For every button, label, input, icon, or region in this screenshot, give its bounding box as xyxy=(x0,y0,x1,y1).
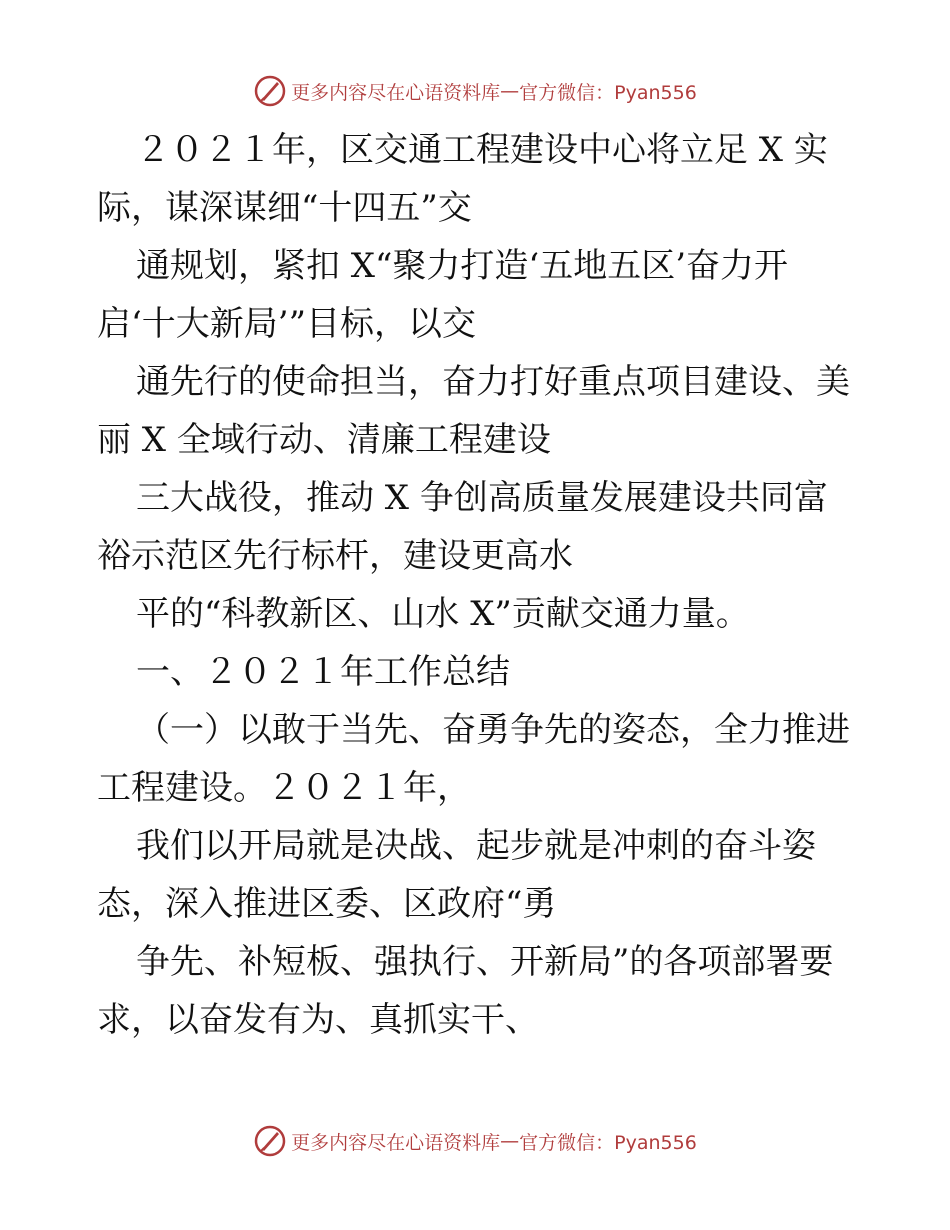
watermark-separator: — xyxy=(500,1130,520,1152)
watermark-banner-bottom xyxy=(0,1121,950,1161)
body-line: 丽 X 全域行动、清廉工程建设 xyxy=(97,420,551,460)
body-line: 争先、补短板、强执行、开新局”的各项部署要 xyxy=(136,942,834,982)
body-line: 通规划，紧扣 X“聚力打造‘五地五区’奋力开 xyxy=(136,246,789,286)
watermark-separator: — xyxy=(500,80,520,102)
body-line: 平的“科教新区、山水 X”贡献交通力量。 xyxy=(136,594,750,634)
body-line: 态，深入推进区委、区政府“勇 xyxy=(97,884,557,924)
body-line: 启‘十大新局’”目标，以交 xyxy=(97,304,476,344)
quill-logo-icon xyxy=(253,74,287,108)
body-line: 通先行的使命担当，奋力打好重点项目建设、美 xyxy=(136,362,850,402)
watermark-banner-top xyxy=(0,71,950,111)
body-line: ２０２１年，区交通工程建设中心将立足 X 实 xyxy=(136,130,828,170)
body-line: 三大战役，推动 X 争创高质量发展建设共同富 xyxy=(136,478,828,518)
body-line: 际，谋深谋细“十四五”交 xyxy=(97,188,472,228)
body-line: 工程建设。２０２１年， xyxy=(97,768,471,808)
body-line: （一）以敢于当先、奋勇争先的姿态，全力推进 xyxy=(136,710,850,750)
body-line: 我们以开局就是决战、起步就是冲刺的奋斗姿 xyxy=(136,826,816,866)
watermark-wechat: 官方微信：Pyan556 xyxy=(519,1131,697,1154)
quill-logo-icon xyxy=(253,1124,287,1158)
watermark-wechat: 官方微信：Pyan556 xyxy=(519,81,697,104)
watermark-text: 更多内容尽在心语资料库 xyxy=(291,81,501,104)
body-line: 求，以奋发有为、真抓实干、 xyxy=(97,1000,539,1040)
body-line: 裕示范区先行标杆，建设更高水 xyxy=(97,536,573,576)
section-heading: 一、２０２１年工作总结 xyxy=(136,652,510,692)
watermark-text: 更多内容尽在心语资料库 xyxy=(291,1131,501,1154)
